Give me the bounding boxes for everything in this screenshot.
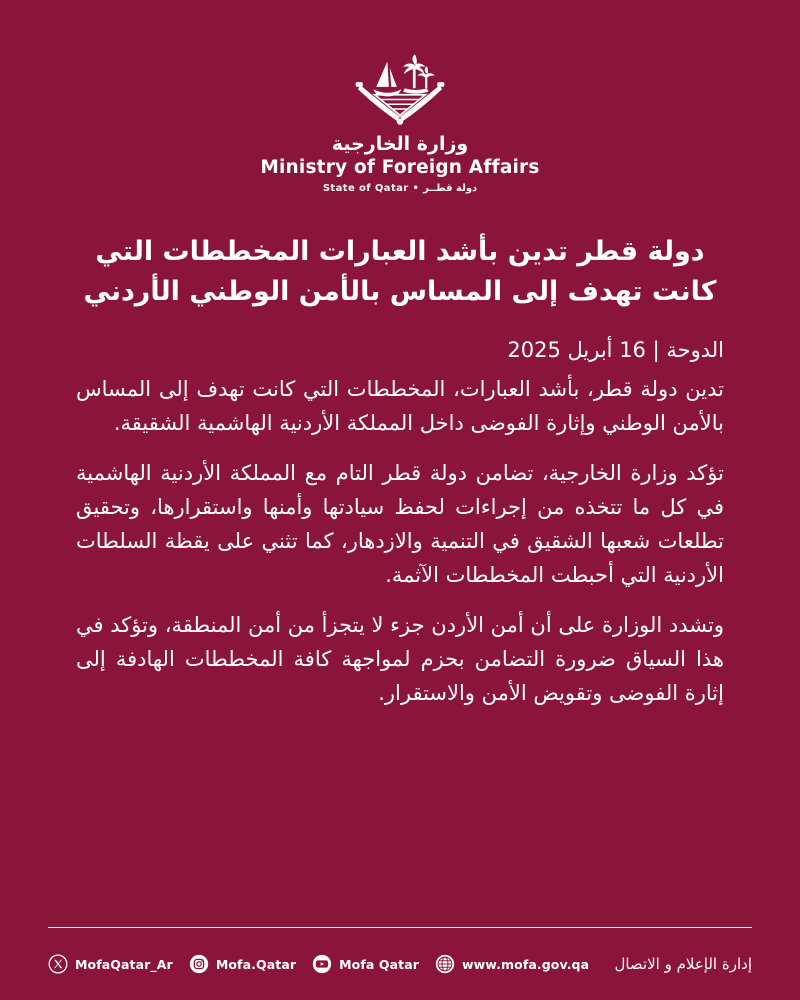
youtube-icon	[312, 954, 332, 974]
logo-english-name: Ministry of Foreign Affairs	[260, 156, 540, 178]
social-label-instagram: Mofa.Qatar	[215, 956, 297, 972]
statement-paragraph: تؤكد وزارة الخارجية، تضامن دولة قطر التام مع المملكة الأردنية الهاشمية في كل ما تتخذه من إجراءات لحفظ سيادتها وأمنها واستقرارها، وتحقيق تطلعات شعبها الشقيق في التنمية والازدهار، كما تثني على يقظة السلطات الأردنية التي أحبطت المخططات الآثمة.	[76, 461, 724, 588]
ministry-logo	[0, 52, 800, 194]
social-link-instagram[interactable]	[189, 954, 296, 974]
department-label: إدارة الإعلام و الاتصال	[614, 955, 752, 973]
logo-arabic-name: وزارة الخارجية	[331, 133, 469, 155]
footer	[0, 927, 800, 1000]
social-label-website: www.mofa.gov.qa	[462, 956, 590, 972]
social-links	[48, 954, 589, 974]
page-title: دولة قطر تدين بأشد العبارات المخططات التي كانت تهدف إلى المساس بالأمن الوطني الأردني	[83, 236, 717, 308]
statement-body	[76, 372, 724, 710]
qatar-state-emblem-icon	[352, 52, 448, 128]
dateline: الدوحة | 16 أبريل 2025	[507, 338, 724, 363]
social-link-website[interactable]	[435, 954, 589, 974]
social-link-x[interactable]	[48, 954, 173, 974]
statement-paragraph: تدين دولة قطر، بأشد العبارات، المخططات التي كانت تهدف إلى المساس بالأمن الوطني وإثارة الفوضى داخل المملكة الأردنية الهاشمية الشقيقة.	[76, 377, 724, 436]
social-label-youtube: Mofa Qatar	[339, 956, 420, 972]
social-link-youtube[interactable]	[312, 954, 419, 974]
instagram-icon	[189, 954, 209, 974]
footer-divider	[48, 927, 752, 929]
statement-paragraph: وتشدد الوزارة على أن أمن الأردن جزء لا يتجزأ من أمن المنطقة، وتؤكد في هذا السياق ضرورة التضامن بحزم لمواجهة كافة المخططات الهادفة إلى إثارة الفوضى وتقويض الأمن والاستقرار.	[76, 613, 724, 706]
logo-subtitle: State of Qatar • دولة قطــر	[322, 183, 478, 195]
x-twitter-icon	[48, 954, 68, 974]
globe-icon	[435, 954, 455, 974]
social-label-x: MofaQatar_Ar	[75, 956, 173, 972]
